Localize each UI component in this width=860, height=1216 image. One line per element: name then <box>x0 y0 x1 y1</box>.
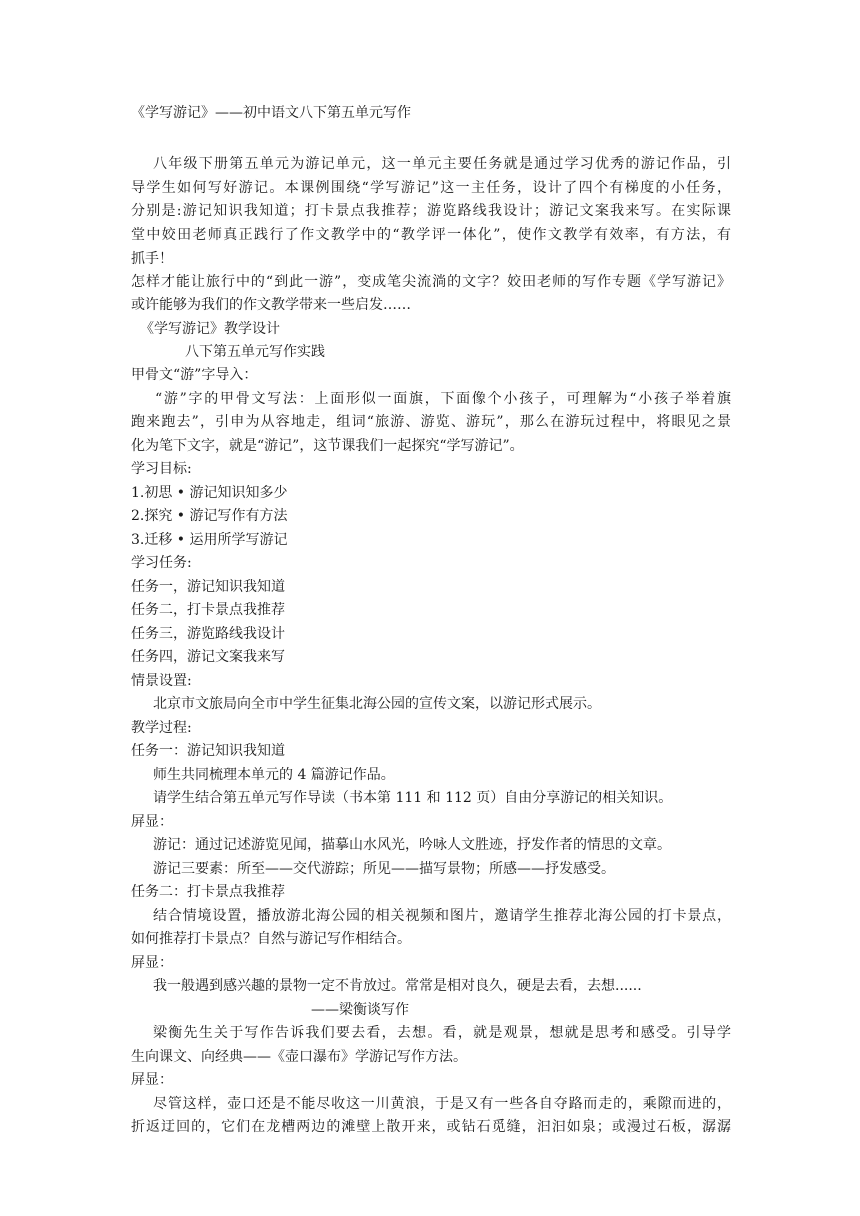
task-item: 任务四，游记文案我来写 <box>131 649 285 665</box>
intro-paragraph-line: 或许能够为我们的作文教学带来一些启发…… <box>131 297 411 313</box>
task-heading: 任务二：打卡景点我推荐 <box>131 884 285 900</box>
design-title: 《学写游记》教学设计 <box>140 321 280 337</box>
goal-item: 2.探究 • 游记写作有方法 <box>131 508 288 524</box>
body-line: 生向课文、向经典——《壶口瀑布》学游记写作方法。 <box>131 1049 467 1065</box>
intro-paragraph-line: 导学生如何写好游记。本课例围绕“学写游记”这一主任务，设计了四个有梯度的小任务， <box>131 180 731 196</box>
intro-paragraph-line: 分别是:游记知识我知道；打卡景点我推荐；游览路线我设计；游记文案我来写。在实际课 <box>131 203 731 219</box>
task-item: 任务一，游记知识我知道 <box>131 579 285 595</box>
design-subtitle: 八下第五单元写作实践 <box>185 344 325 360</box>
body-line: 北京市文旅局向全市中学生征集北海公园的宣传文案，以游记形式展示。 <box>153 696 601 712</box>
body-line: “游”字的甲骨文写法：上面形似一面旗，下面像个小孩子，可理解为“小孩子举着旗 <box>155 391 731 407</box>
section-heading: 情景设置: <box>131 673 192 689</box>
body-line: 游记：通过记述游览见闻，描摹山水风光，吟咏人文胜迹，抒发作者的情思的文章。 <box>153 837 671 853</box>
screen-label: 屏显： <box>131 955 173 971</box>
quote-line: 我一般遇到感兴趣的景物一定不肯放过。常常是相对良久，硬是去看，去想...... <box>153 978 642 994</box>
excerpt-line: 折返迂回的，它们在龙槽两边的滩壁上散开来，或钻石觅缝，汩汩如泉；或漫过石板，潺潺 <box>131 1119 731 1135</box>
screen-label: 屏显： <box>131 1072 173 1088</box>
intro-paragraph-line: 怎样才能让旅行中的“到此一游”，变成笔尖流淌的文字？姣田老师的写作专题《学写游记》 <box>131 274 731 290</box>
goal-item: 1.初思 • 游记知识知多少 <box>131 485 288 501</box>
excerpt-line: 尽管这样，壶口还是不能尽收这一川黄浪，于是又有一些各自夺路而走的，乘隙而进的， <box>153 1096 731 1112</box>
task-item: 任务二，打卡景点我推荐 <box>131 602 285 618</box>
section-heading: 学习目标: <box>131 461 192 477</box>
task-heading: 任务一：游记知识我知道 <box>131 743 285 759</box>
body-line: 结合情境设置，播放游北海公园的相关视频和图片，邀请学生推荐北海公园的打卡景点， <box>153 908 731 924</box>
document-title: 《学写游记》——初中语文八下第五单元写作 <box>131 105 411 121</box>
intro-paragraph-line: 抓手！ <box>131 251 173 267</box>
task-item: 任务三，游览路线我设计 <box>131 626 285 642</box>
goal-item: 3.迁移 • 运用所学写游记 <box>131 532 288 548</box>
intro-paragraph-line: 八年级下册第五单元为游记单元，这一单元主要任务就是通过学习优秀的游记作品，引 <box>153 156 731 172</box>
body-line: 化为笔下文字，就是“游记”，这节课我们一起探究“学写游记”。 <box>131 438 524 454</box>
screen-label: 屏显： <box>131 814 173 830</box>
body-line: 跑来跑去”，引申为从容地走，组词“旅游、游览、游玩”，那么在游玩过程中，将眼见之景 <box>131 414 731 430</box>
body-line: 梁衡先生关于写作告诉我们要去看，去想。看，就是观景，想就是思考和感受。引导学 <box>153 1025 731 1041</box>
body-line: 师生共同梳理本单元的 4 篇游记作品。 <box>153 767 395 783</box>
section-heading: 学习任务: <box>131 555 192 571</box>
body-line: 游记三要素：所至——交代游踪；所见——描写景物；所感——抒发感受。 <box>153 861 615 877</box>
body-line: 请学生结合第五单元写作导读（书本第 111 和 112 页）自由分享游记的相关知识。 <box>153 790 673 806</box>
section-heading: 教学过程: <box>131 720 192 736</box>
quote-source: ——梁衡谈写作 <box>311 1002 409 1018</box>
section-heading: 甲骨文“游”字导入： <box>131 367 258 383</box>
intro-paragraph-line: 堂中姣田老师真正践行了作文教学中的“教学评一体化”，使作文教学有效率，有方法，有 <box>131 227 731 243</box>
body-line: 如何推荐打卡景点？自然与游记写作相结合。 <box>131 931 411 947</box>
